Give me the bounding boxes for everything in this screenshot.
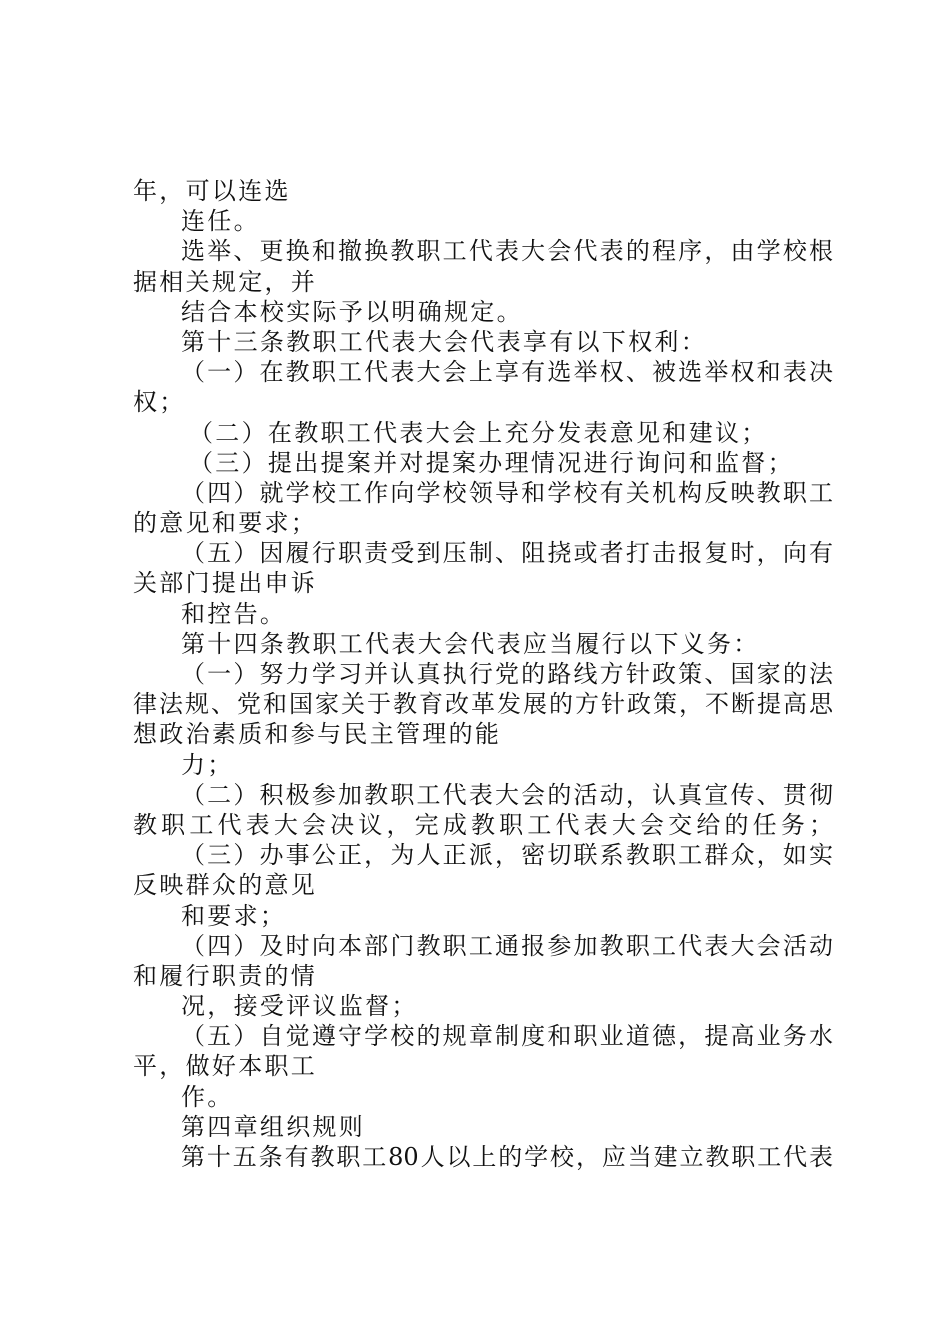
text-line: （一）努力学习并认真执行党的路线方针政策、国家的法: [181, 660, 833, 688]
text-line: 年，可以连选: [133, 177, 291, 205]
text-line: 权；: [133, 388, 186, 417]
text-line: 关部门提出申诉: [133, 569, 318, 598]
text-line: 平，做好本职工: [133, 1052, 318, 1081]
text-line: 连任。: [181, 207, 260, 236]
article-heading: 第十四条教职工代表大会代表应当履行以下义务：: [181, 629, 760, 658]
text-line: 作。: [181, 1082, 234, 1111]
text-line: 选举、更换和撤换教职工代表大会代表的程序，由学校根: [181, 237, 833, 266]
text-line: （二）积极参加教职工代表大会的活动，认真宣传、贯彻: [181, 780, 833, 809]
text-line: 据相关规定，并: [133, 267, 318, 296]
document-body: [133, 176, 833, 1172]
text-line: 结合本校实际予以明确规定。: [181, 297, 523, 326]
text-line: （三）办事公正，为人正派，密切联系教职工群众，如实: [181, 841, 833, 870]
text-line: 况，接受评议监督；: [181, 992, 418, 1021]
text-line: 反映群众的意见: [133, 871, 318, 900]
chapter-heading: 第四章组织规则: [181, 1112, 366, 1141]
text-line: （五）因履行职责受到压制、阻挠或者打击报复时，向有: [181, 539, 833, 568]
text-line: 的意见和要求；: [133, 509, 318, 538]
text-line: 和要求；: [181, 901, 287, 930]
article-heading: 第十三条教职工代表大会代表享有以下权利：: [181, 327, 707, 356]
text-line: 律法规、党和国家关于教育改革发展的方针政策，不断提高思: [133, 690, 833, 719]
text-line: （二）在教职工代表大会上充分发表意见和建议；: [189, 418, 768, 447]
text-line: （四）及时向本部门教职工通报参加教职工代表大会活动: [181, 931, 833, 960]
text-line: （三）提出提案并对提案办理情况进行询问和监督；: [189, 448, 794, 477]
article-heading: 第十五条有教职工80人以上的学校，应当建立教职工代表: [181, 1143, 833, 1171]
text-line: （一）在教职工代表大会上享有选举权、被选举权和表决: [181, 358, 833, 387]
text-line: 和控告。: [181, 599, 287, 628]
text-line: （五）自觉遵守学校的规章制度和职业道德，提高业务水: [181, 1022, 833, 1051]
text-line: 教职工代表大会决议，完成教职工代表大会交给的任务；: [133, 810, 833, 839]
text-line: 和履行职责的情: [133, 961, 318, 990]
text-line: 力；: [181, 750, 234, 779]
text-line: （四）就学校工作向学校领导和学校有关机构反映教职工: [181, 478, 833, 507]
text-line: 想政治素质和参与民主管理的能: [133, 720, 502, 749]
